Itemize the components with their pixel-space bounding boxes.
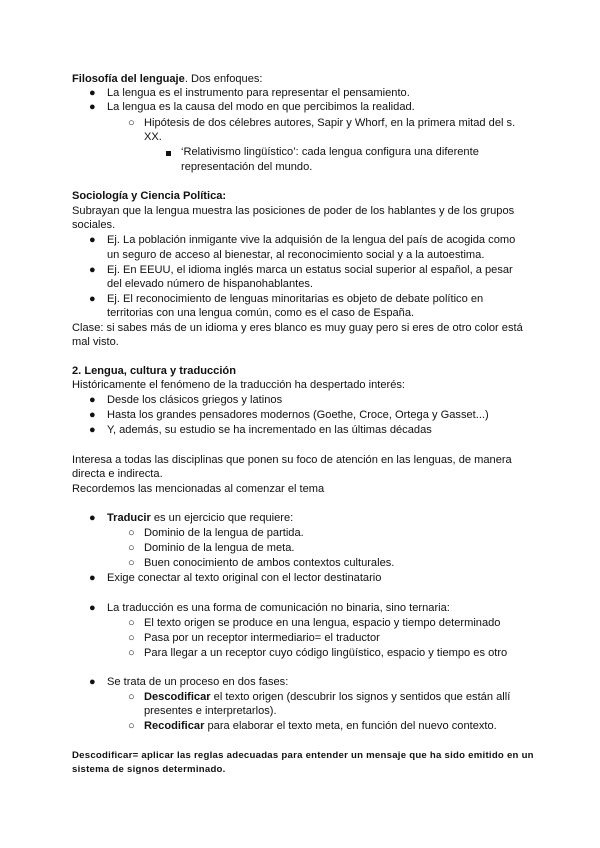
sociologia-example-2-line-1: Ej. En EEUU, el idioma inglés marca un estatus social superior al español, a pesar xyxy=(107,264,513,276)
square-bullet-icon xyxy=(166,151,171,156)
comunicacion-sub-3: Para llegar a un receptor cuyo código lingüístico, espacio y tiempo es otro xyxy=(144,647,508,659)
comunicacion-sub-2: Pasa por un receptor intermediario= el traductor xyxy=(144,632,380,644)
filosofia-title-rest: . Dos enfoques: xyxy=(184,73,263,85)
clase-note-line-1: Clase: si sabes más de un idioma y eres blanco es muy guay pero si eres de otro color está xyxy=(72,322,523,334)
circle-bullet-icon: ○ xyxy=(128,527,135,539)
sociologia-intro-line-2: sociales. xyxy=(72,219,116,231)
bullet-icon: ● xyxy=(89,409,96,421)
descodificar-bold: Descodificar xyxy=(144,691,211,703)
traducir-rest: es un ejercicio que requiere: xyxy=(150,512,294,524)
bullet-icon: ● xyxy=(89,394,96,406)
bullet-icon: ● xyxy=(89,87,96,99)
circle-bullet-icon: ○ xyxy=(128,617,135,629)
fase-1-line-1 xyxy=(144,690,510,704)
circle-bullet-icon: ○ xyxy=(128,542,135,554)
comunicacion-sub-1: El texto origen se produce en una lengua, espacio y tiempo determinado xyxy=(144,617,501,629)
section-2-intro: Históricamente el fenómeno de la traducción ha despertado interés: xyxy=(72,379,406,391)
sociologia-example-1-line-2: un seguro de acceso al bienestar, al reconocimiento social y a la autoestima. xyxy=(107,249,485,261)
sociologia-example-1-line-1: Ej. La población inmigante vive la adquisión de la lengua del país de acogida como xyxy=(107,234,516,246)
fase-1-line-2: presentes e interpretarlos). xyxy=(144,705,277,717)
sociologia-example-3-line-1: Ej. El reconocimiento de lenguas minoritarias es objeto de debate político en xyxy=(107,293,484,305)
interesa-line-2: directa e indirecta. xyxy=(72,468,163,480)
bullet-icon: ● xyxy=(89,602,96,614)
circle-bullet-icon: ○ xyxy=(128,720,135,732)
circle-bullet-icon: ○ xyxy=(128,647,135,659)
recodificar-bold: Recodificar xyxy=(144,720,205,732)
sociologia-intro-line-1: Subrayan que la lengua muestra las posiciones de poder de los hablantes y de los grupos xyxy=(72,205,515,217)
section-2-bullet-3: Y, además, su estudio se ha incrementado en las últimas décadas xyxy=(107,424,432,436)
exige-line: Exige conectar al texto original con el lector destinatario xyxy=(107,572,382,584)
nota-line-2: sistema de signos determinado. xyxy=(72,764,226,775)
filosofia-square-1-line-1: ‘Relativismo lingüístico’: cada lengua configura una diferente xyxy=(181,146,479,158)
filosofia-sub-1-line-1: Hipótesis de dos célebres autores, Sapir y Whorf, en la primera mitad del s. xyxy=(144,117,516,129)
traducir-sub-2: Dominio de la lengua de meta. xyxy=(144,542,295,554)
interesa-line-1: Interesa a todas las disciplinas que ponen su foco de atención en las lenguas, de manera xyxy=(72,454,512,466)
filosofia-bullet-1: La lengua es el instrumento para representar el pensamiento. xyxy=(107,87,410,99)
circle-bullet-icon: ○ xyxy=(128,557,135,569)
filosofia-title: Filosofía del lenguaje xyxy=(72,73,185,85)
bullet-icon: ● xyxy=(89,572,96,584)
fase-2-line xyxy=(144,719,497,733)
circle-bullet-icon: ○ xyxy=(128,632,135,644)
section-2-bullet-2: Hasta los grandes pensadores modernos (Goethe, Croce, Ortega y Gasset...) xyxy=(107,409,489,421)
filosofia-heading xyxy=(72,72,263,86)
traducir-line xyxy=(107,511,293,525)
bullet-icon: ● xyxy=(89,234,96,246)
traducir-bold: Traducir xyxy=(107,512,151,524)
section-2-bullet-1: Desde los clásicos griegos y latinos xyxy=(107,394,283,406)
circle-bullet-icon: ○ xyxy=(128,117,135,129)
recordemos-line: Recordemos las mencionadas al comenzar el tema xyxy=(72,483,325,495)
filosofia-bullet-2: La lengua es la causa del modo en que percibimos la realidad. xyxy=(107,101,415,113)
bullet-icon: ● xyxy=(89,293,96,305)
nota-line-1: Descodificar= aplicar las reglas adecuadas para entender un mensaje que ha sido emitido en un xyxy=(72,750,534,761)
traducir-sub-1: Dominio de la lengua de partida. xyxy=(144,527,304,539)
bullet-icon: ● xyxy=(89,101,96,113)
bullet-icon: ● xyxy=(89,512,96,524)
traducir-sub-3: Buen conocimiento de ambos contextos culturales. xyxy=(144,557,395,569)
clase-note-line-2: mal visto. xyxy=(72,336,119,348)
sociologia-example-3-line-2: territorias con una lengua común, como es el caso de España. xyxy=(107,307,415,319)
section-2-title: 2. Lengua, cultura y traducción xyxy=(72,365,236,377)
sociologia-example-2-line-2: del elevado número de hispanohablantes. xyxy=(107,278,314,290)
sociologia-title: Sociología y Ciencia Política: xyxy=(72,190,227,202)
filosofia-square-1-line-2: representación del mundo. xyxy=(181,161,313,173)
bullet-icon: ● xyxy=(89,676,96,688)
bullet-icon: ● xyxy=(89,264,96,276)
circle-bullet-icon: ○ xyxy=(128,691,135,703)
fase-2-rest: para elaborar el texto meta, en función del nuevo contexto. xyxy=(204,720,497,732)
filosofia-sub-1-line-2: XX. xyxy=(144,131,162,143)
proceso-line: Se trata de un proceso en dos fases: xyxy=(107,676,289,688)
comunicacion-line: La traducción es una forma de comunicación no binaria, sino ternaria: xyxy=(107,602,450,614)
fase-1-rest: el texto origen (descubrir los signos y sentidos que están allí xyxy=(210,691,511,703)
bullet-icon: ● xyxy=(89,424,96,436)
